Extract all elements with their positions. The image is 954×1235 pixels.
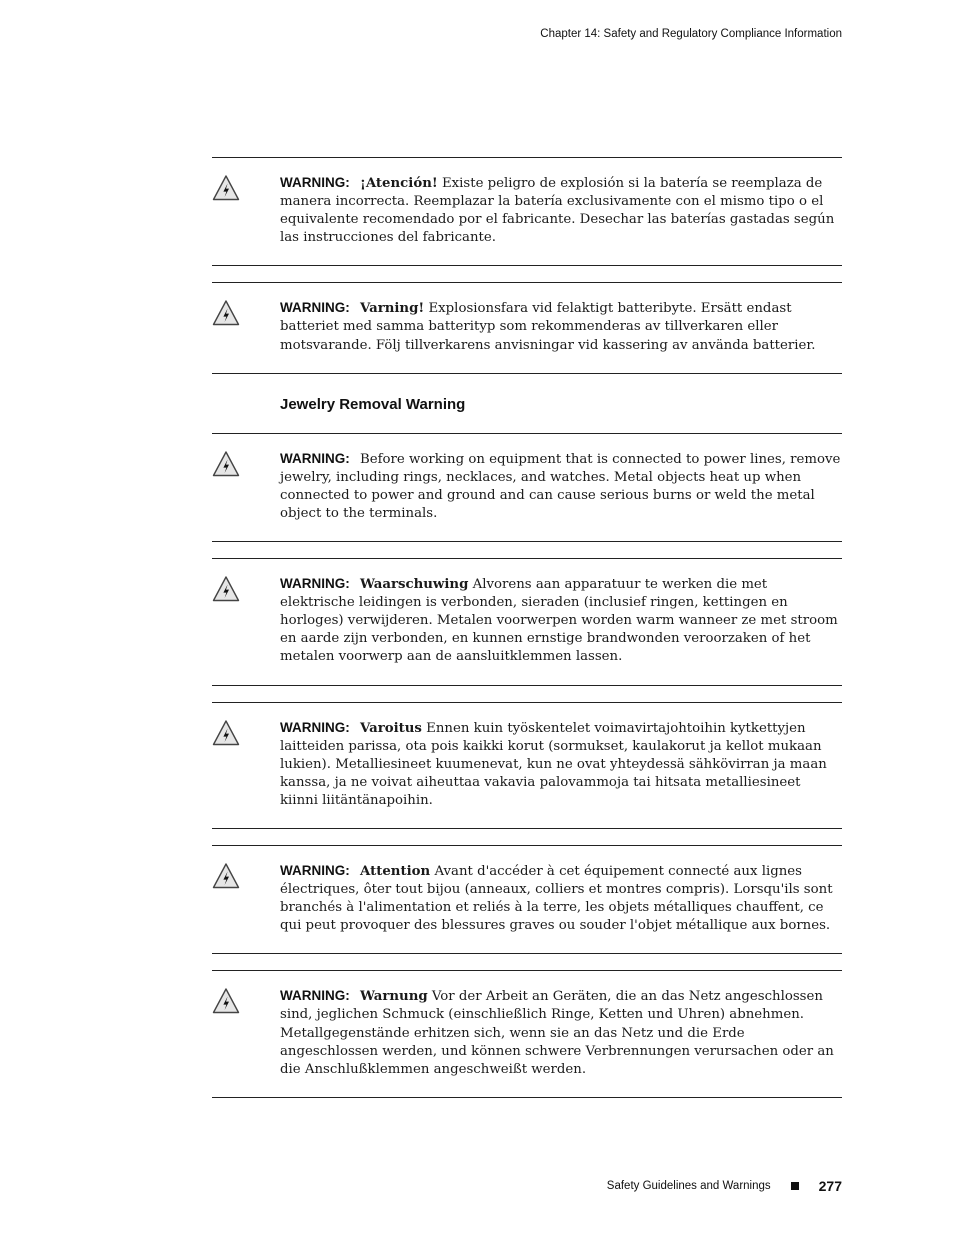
warning-keyword: WARNING:	[280, 450, 350, 466]
warning-body: Alvorens aan apparatuur te werken die met elektrische leidingen is verbonden, sieraden (inclusief ringen, kettingen en horloges) verwijderen. Metalen voorwerpen worden warm wanneer ze met stroom en aarde zijn verbonden, en kunnen ernstige brandwonden veroorzaken of het metalen voorwerp aan de aansluitklemmen lassen.	[280, 577, 838, 665]
warning-keyword: WARNING:	[280, 300, 350, 316]
warning-body: Ennen kuin työskentelet voimavirtajohtoihin kytkettyjen laitteiden parissa, ota pois kaikki korut (sormukset, kaulakorut ja kellot mukaan lukien). Metalliesineet kuumenevat, kun ne ovat yhteydessä sähkövirran ja maan kanssa, ja ne voivat aiheuttaa vakavia palovammoja tai hitsata metalliesineet kiinni liitäntänapoihin.	[280, 720, 827, 808]
warning-text	[280, 862, 842, 935]
electrical-hazard-icon	[212, 174, 240, 202]
warning-block	[212, 433, 842, 542]
warning-language-label: Waarschuwing	[359, 577, 469, 593]
warning-keyword: WARNING:	[280, 862, 350, 878]
warning-text	[280, 299, 842, 354]
warning-body: Avant d'accéder à cet équipement connecté aux lignes électriques, ôter tout bijou (anneaux, colliers et montres compris). Lorsqu'ils sont branchés à l'alimentation et reliés à la terre, les objets métalliques chauffent, ce qui peut provoquer des blessures graves ou souder l'objet métallique aux bornes.	[280, 863, 833, 934]
warning-block	[212, 558, 842, 685]
electrical-hazard-icon	[212, 987, 240, 1015]
warning-language-label: Attention	[359, 863, 431, 879]
warning-block	[212, 157, 842, 266]
warning-body: Explosionsfara vid felaktigt batteribyte. Ersätt endast batteriet med samma batterityp som rekommenderas av tillverkaren eller motsvarande. Följ tillverkarens anvisningar vid kassering av använda batterier.	[280, 301, 816, 353]
warning-text	[280, 174, 842, 247]
warning-language-label: Varning!	[359, 301, 425, 317]
electrical-hazard-icon	[212, 299, 240, 327]
running-header: Chapter 14: Safety and Regulatory Compliance Information	[540, 28, 842, 40]
warning-language-label: Varoitus	[359, 720, 422, 736]
page-number: 277	[818, 1178, 842, 1194]
warning-block	[212, 970, 842, 1097]
warning-keyword: WARNING:	[280, 719, 350, 735]
section-heading: Jewelry Removal Warning	[280, 395, 466, 413]
footer-square-icon	[791, 1182, 799, 1190]
electrical-hazard-icon	[212, 450, 240, 478]
warning-block	[212, 282, 842, 373]
warning-text	[280, 575, 842, 666]
warning-body: Vor der Arbeit an Geräten, die an das Netz angeschlossen sind, jeglichen Schmuck (einschließlich Ringe, Ketten und Uhren) abnehmen. Metallgegenstände erhitzen sich, wenn sie an das Netz und die Erde angeschlossen werden, und können schwere Verbrennungen verursachen oder an die Anschlußklemmen angeschweißt werden.	[280, 989, 834, 1077]
electrical-hazard-icon	[212, 719, 240, 747]
warning-body: Before working on equipment that is connected to power lines, remove jewelry, including rings, necklaces, and watches. Metal objects heat up when connected to power and ground and can cause serious burns or weld the metal object to the terminals.	[280, 451, 841, 521]
warning-text	[280, 450, 842, 523]
warning-block	[212, 702, 842, 829]
running-footer	[607, 1178, 842, 1194]
electrical-hazard-icon	[212, 862, 240, 890]
warning-text	[280, 987, 842, 1078]
footer-section-title: Safety Guidelines and Warnings	[606, 1180, 771, 1192]
warning-body: Existe peligro de explosión si la batería se reemplaza de manera incorrecta. Reemplazar la batería exclusivamente con el mismo tipo o el equivalente recomendado por el fabricante. Desechar las baterías gastadas según las instrucciones del fabricante.	[280, 176, 835, 246]
warning-language-label: Warnung	[359, 989, 428, 1005]
warning-keyword: WARNING:	[280, 175, 350, 190]
page-content	[212, 157, 842, 1098]
warning-language-label: ¡Atención!	[359, 176, 438, 191]
electrical-hazard-icon	[212, 575, 240, 603]
warning-keyword: WARNING:	[280, 576, 350, 592]
warning-keyword: WARNING:	[280, 988, 350, 1004]
warning-text	[280, 719, 842, 810]
warning-block	[212, 845, 842, 954]
